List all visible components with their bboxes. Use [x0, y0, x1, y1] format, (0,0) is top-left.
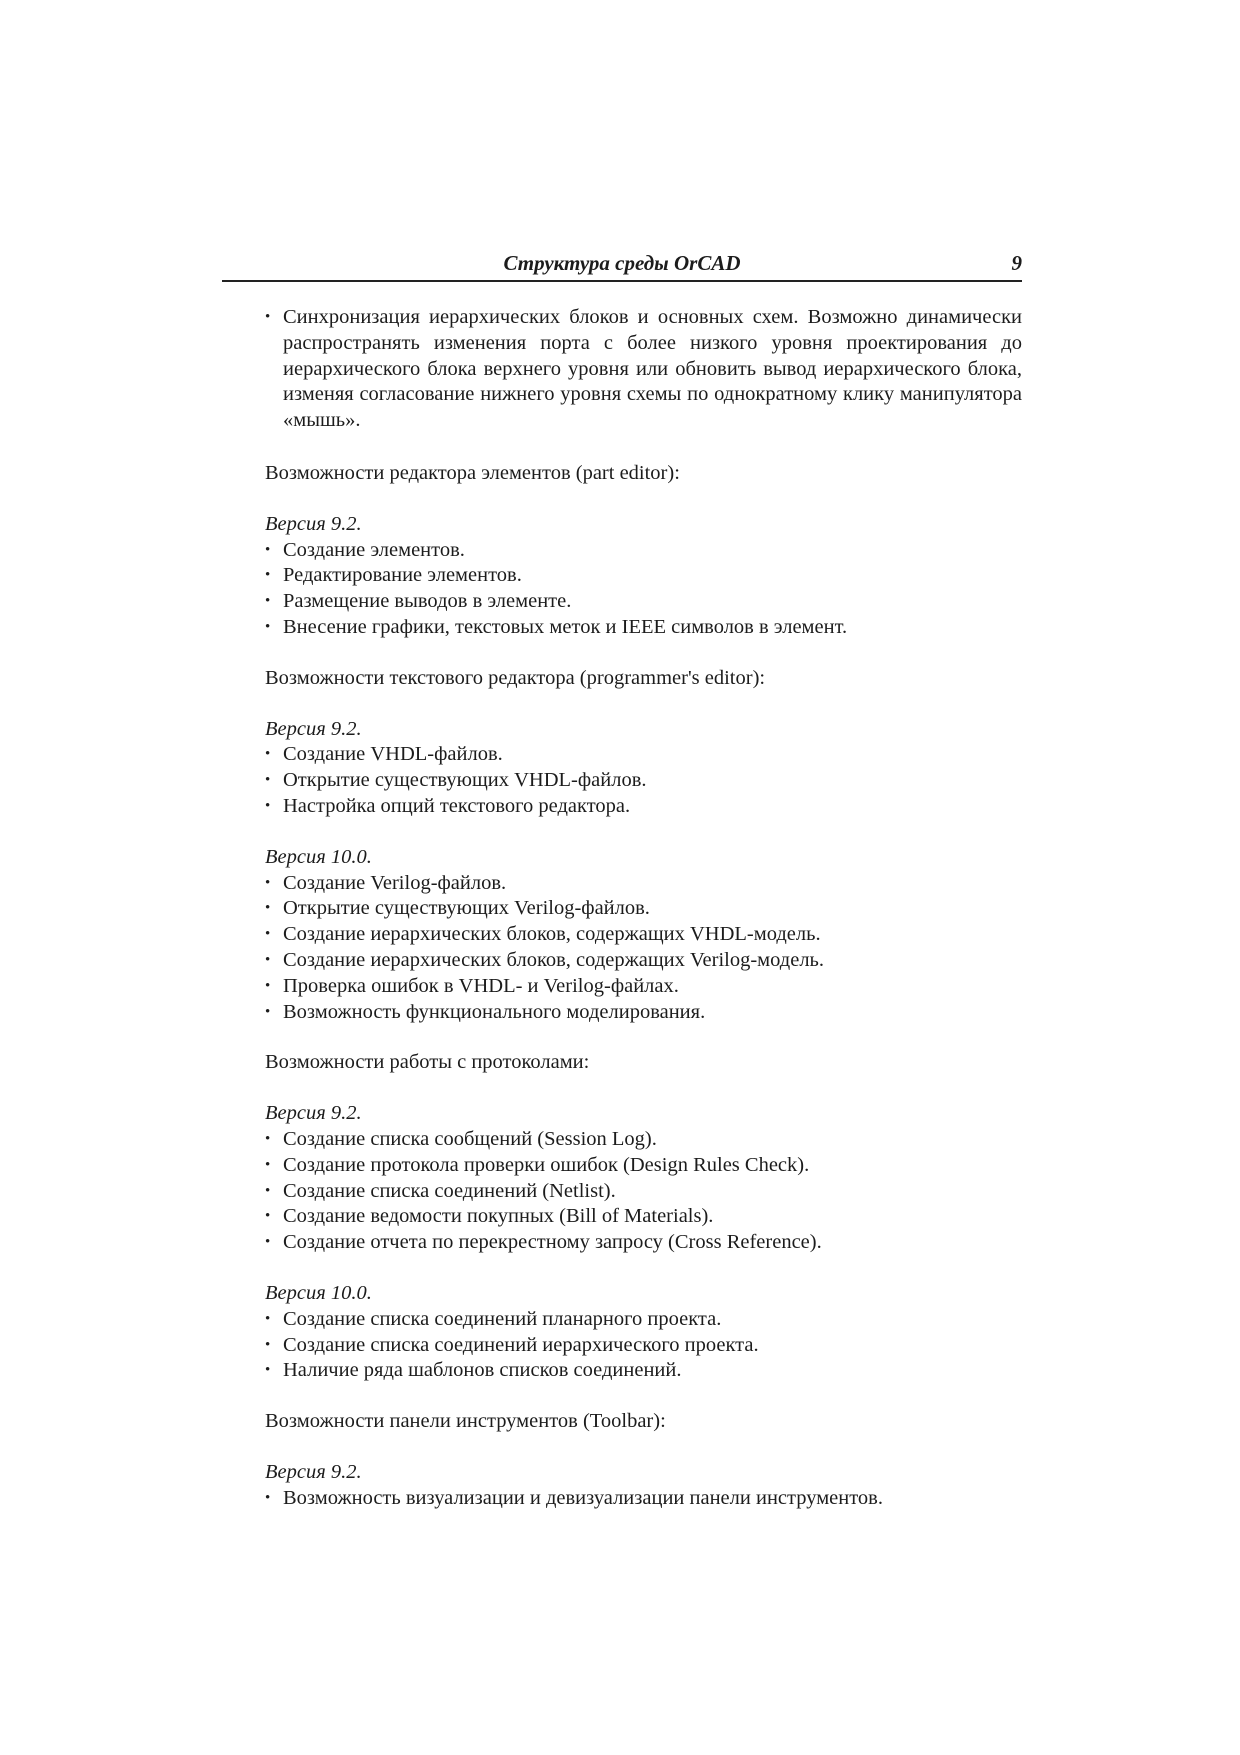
- list-item: • Создание иерархических блоков, содержащих Verilog-модель.: [265, 948, 1022, 974]
- version-label: Версия 9.2.: [265, 717, 362, 740]
- list-item: • Открытие существующих VHDL-файлов.: [265, 768, 1022, 794]
- page-number: 9: [1011, 251, 1022, 275]
- list-item: • Создание списка сообщений (Session Log).: [265, 1127, 1022, 1153]
- version-label: Версия 9.2.: [265, 1102, 362, 1125]
- list-item: • Создание списка соединений планарного проекта.: [265, 1307, 1022, 1333]
- list-item: • Создание элементов.: [265, 538, 1022, 564]
- list-item: • Открытие существующих Verilog-файлов.: [265, 896, 1022, 922]
- list-item: • Создание списка соединений иерархического проекта.: [265, 1333, 1022, 1359]
- list-item: • Проверка ошибок в VHDL- и Verilog-файлах.: [265, 974, 1022, 1000]
- list-item: • Создание VHDL-файлов.: [265, 742, 1022, 768]
- list-item: • Создание Verilog-файлов.: [265, 871, 1022, 897]
- list-item: • Создание списка соединений (Netlist).: [265, 1179, 1022, 1205]
- list-item: • Создание иерархических блоков, содержащих VHDL-модель.: [265, 922, 1022, 948]
- version-label: Версия 10.0.: [265, 845, 372, 868]
- list-item: • Размещение выводов в элементе.: [265, 589, 1022, 615]
- list-item: • Наличие ряда шаблонов списков соединений.: [265, 1358, 1022, 1384]
- list-item: • Редактирование элементов.: [265, 563, 1022, 589]
- list-item: • Создание протокола проверки ошибок (Design Rules Check).: [265, 1153, 1022, 1179]
- section-heading: Возможности редактора элементов (part editor):: [265, 461, 680, 484]
- list-item: • Настройка опций текстового редактора.: [265, 794, 1022, 820]
- list-item: • Создание ведомости покупных (Bill of Materials).: [265, 1204, 1022, 1230]
- section-heading: Возможности работы с протоколами:: [265, 1051, 590, 1074]
- version-label: Версия 9.2.: [265, 512, 362, 535]
- running-title: Структура среды OrCAD: [503, 251, 741, 275]
- intro-bullet-item: • Синхронизация иерархических блоков и основных схем. Возможно динамически распространять изменения порта с более низкого уровня проектирования до иерархического блока верхнего уровня или обновить вывод иерархического блока, изменяя согласование нижнего уровня схемы по однократному клику манипулятора «мышь».: [265, 305, 1022, 434]
- version-label: Версия 10.0.: [265, 1281, 372, 1304]
- list-item: • Возможность визуализации и девизуализации панели инструментов.: [265, 1486, 1022, 1512]
- list-item: • Создание отчета по перекрестному запросу (Cross Reference).: [265, 1230, 1022, 1256]
- list-item: • Возможность функционального моделирования.: [265, 1000, 1022, 1026]
- page-header: [222, 250, 1022, 282]
- section-heading: Возможности панели инструментов (Toolbar):: [265, 1410, 666, 1433]
- page-body: [265, 305, 1022, 1511]
- list-item: • Внесение графики, текстовых меток и IEEE символов в элемент.: [265, 615, 1022, 641]
- version-label: Версия 9.2.: [265, 1460, 362, 1483]
- section-heading: Возможности текстового редактора (programmer's editor):: [265, 666, 766, 689]
